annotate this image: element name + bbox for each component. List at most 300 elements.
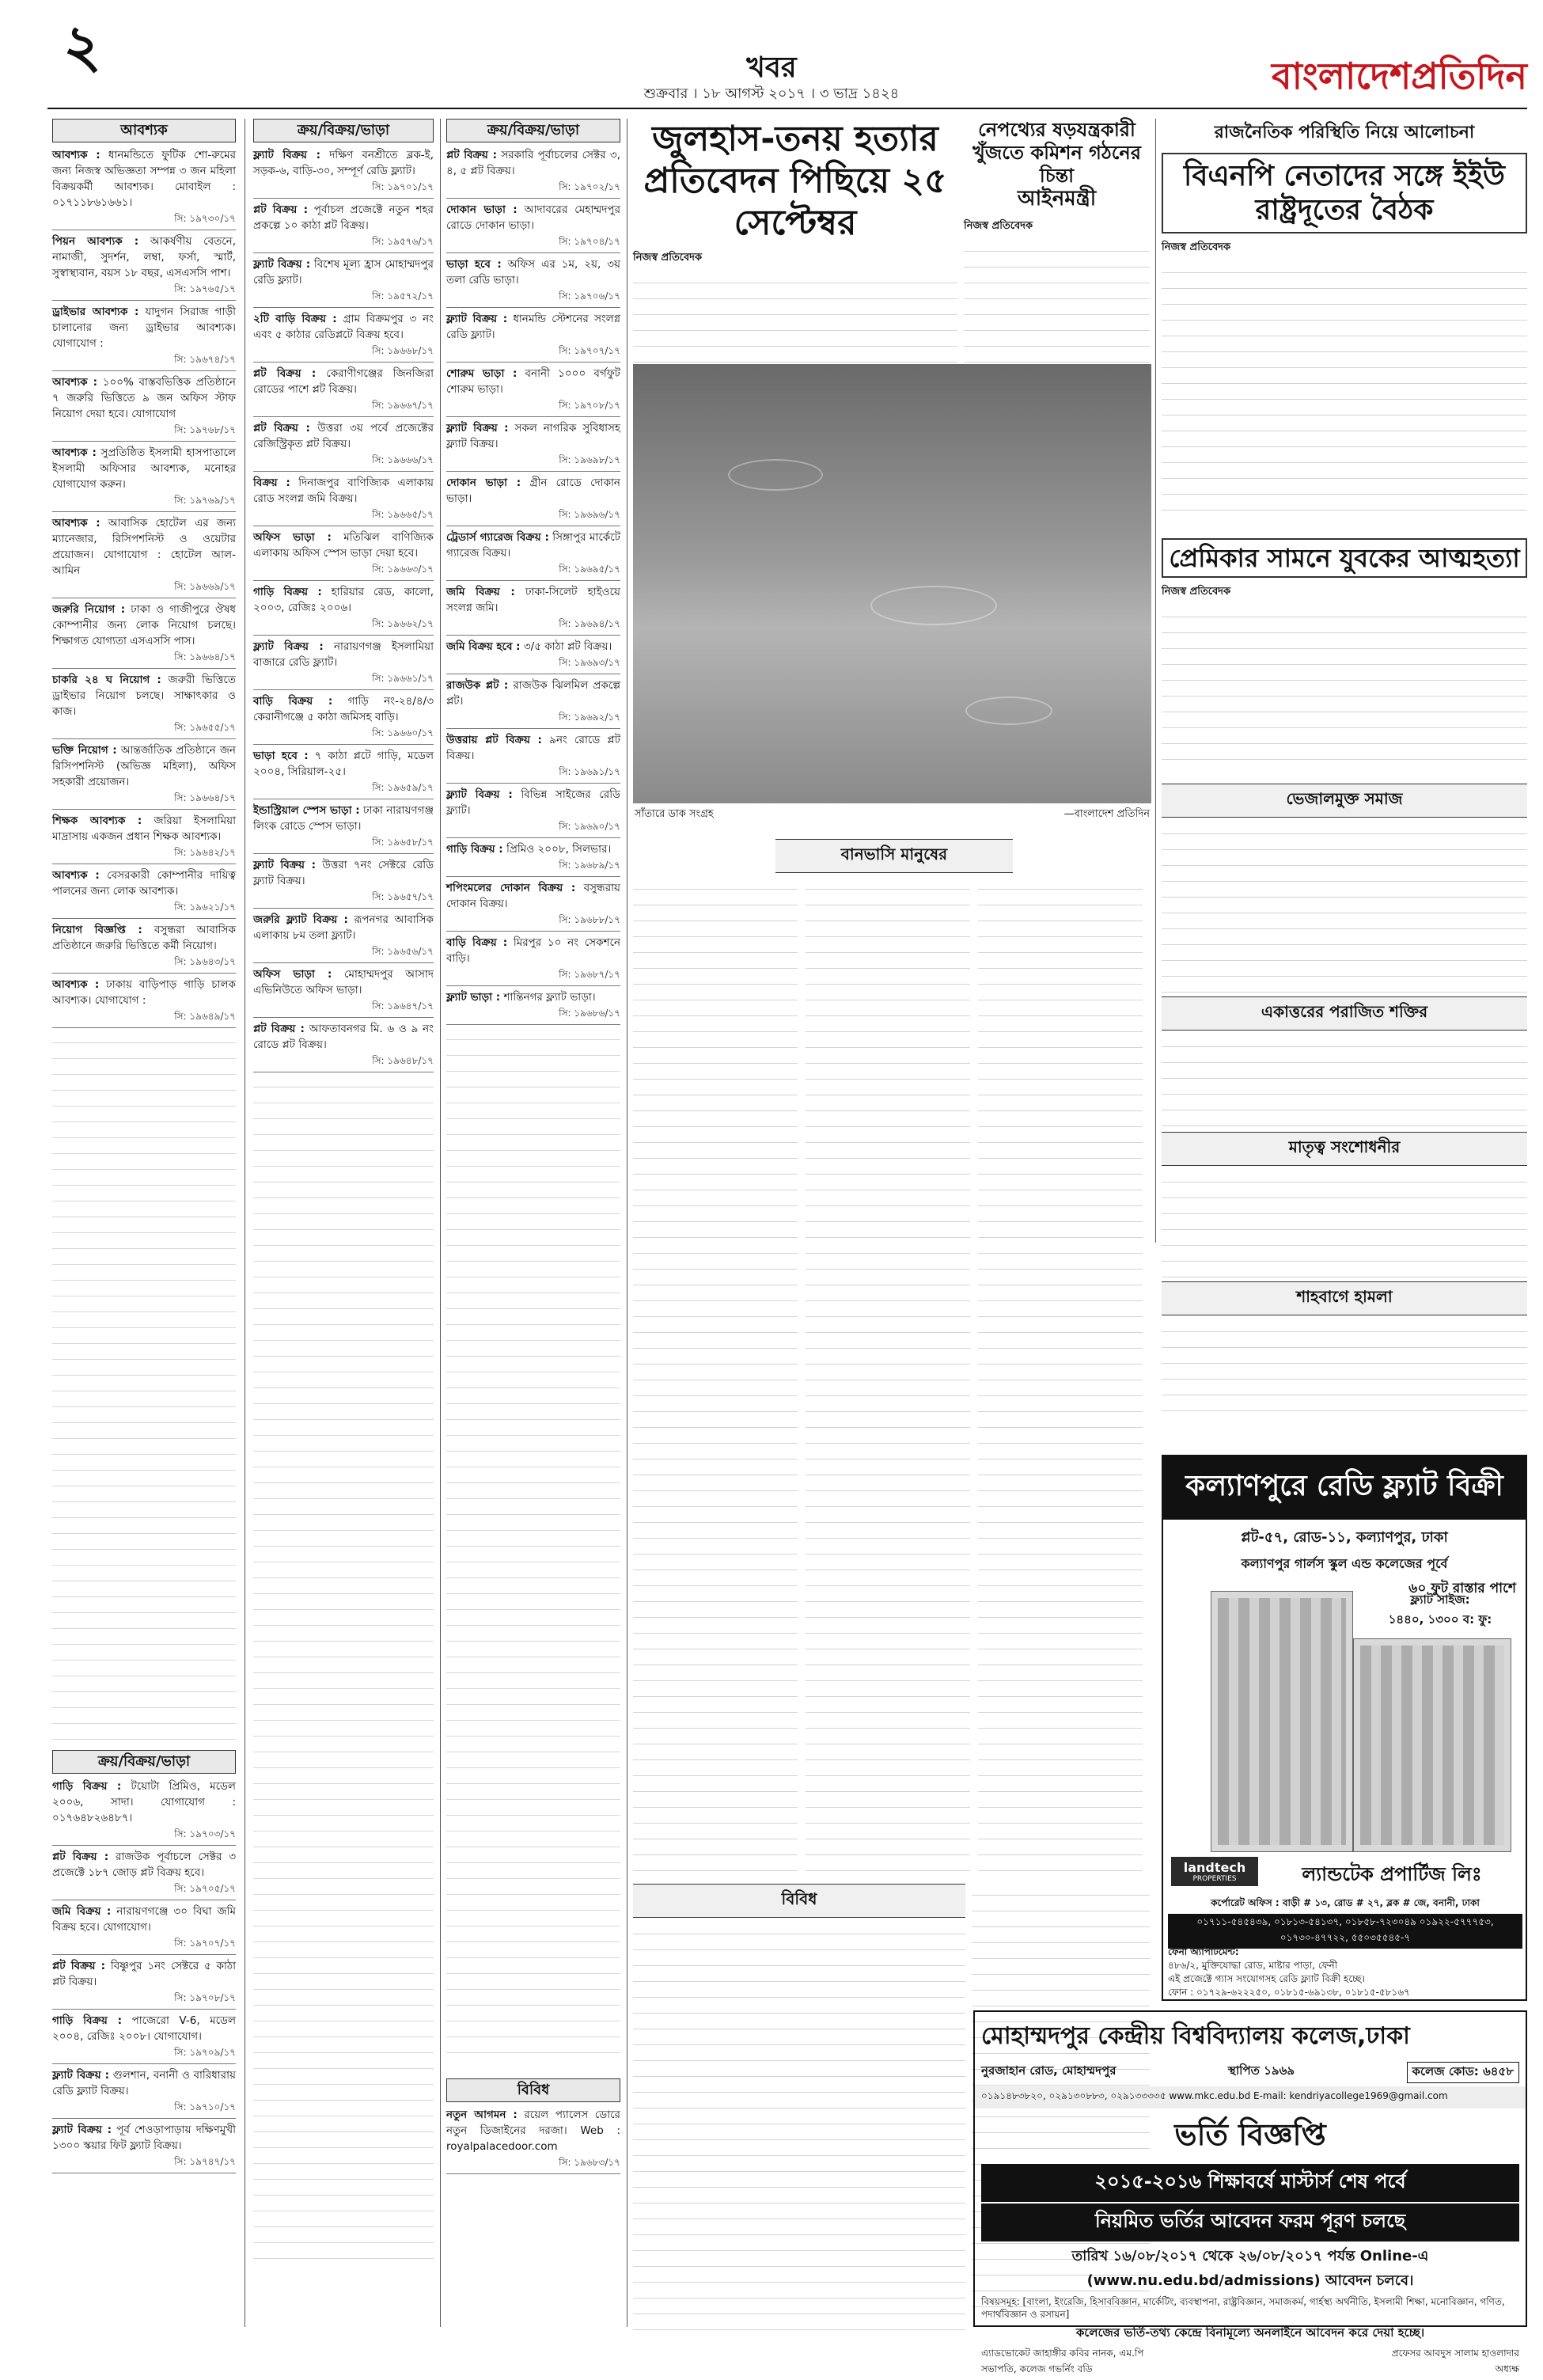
ad-key: ফ্ল্যাট ভাড়া : — [446, 991, 501, 1004]
sign-right-name: প্রফেসর আবদুস সালাম হাওলাদার — [1391, 2348, 1519, 2359]
ad-key: উত্তরায় প্লট বিক্রয় : — [446, 734, 542, 746]
misc-header: বিবিধ — [633, 1884, 965, 1918]
ad-key: ফ্ল্যাট বিক্রয় : — [52, 2069, 110, 2082]
ad-separator — [253, 307, 434, 308]
college-header — [975, 2012, 1526, 2062]
logo-subtext: PROPERTIES — [1192, 1875, 1237, 1883]
ad-ref: সি: ১৯৬৮৯/১৭ — [559, 860, 620, 871]
dateline: শুক্রবার । ১৮ আগস্ট ২০১৭ । ৩ ভাদ্র ১৪২৪ — [643, 85, 900, 102]
ad-separator — [52, 2118, 236, 2119]
ad-separator — [446, 985, 620, 986]
ad-text: রাজউক পূর্বাচলে সেক্টর ৩ প্রজেক্টে ১৮৭ জোড় প্লট বিক্রয় হবে। — [52, 1850, 236, 1879]
classifieds-column-3 — [446, 119, 620, 2327]
ad-key: শিক্ষক আবশ্যক : — [52, 814, 142, 827]
ad-ref: সি: ১৯৬৬৪/১৭ — [174, 792, 236, 803]
flat-size-label: ফ্ল্যাট সাইজ: — [1410, 1592, 1470, 1607]
phones: ০১৭১১-৫৪৫৪৩৯, ০১৮১৩-৫৪১৩৭, ০১৮৫৮-৭২৩০৪৯ ০১৯২২-৫৭৭৭৫৩, ০১৭৩০-৪৭৭২২, ৫৫০৩৫৫৪৫-৭ — [1168, 1914, 1522, 1949]
ad-separator — [52, 809, 236, 810]
college-note: কলেজের ভর্তি-তথ্য কেন্দ্রে বিনামূল্যে অনলাইনে আবেদন করে দেয়া হচ্ছে। — [1075, 2325, 1425, 2340]
classified-ad — [253, 1021, 434, 1069]
classifieds-column-1 — [52, 119, 236, 2327]
established-year: ১৯৬৯ — [1264, 2063, 1295, 2078]
ad-ref: সি: ১৯৭০৭/১৭ — [174, 1938, 236, 1949]
logo-text: landtech — [1183, 1860, 1246, 1875]
college-code: কলেজ কোড: ৬৪৫৮ — [1407, 2062, 1519, 2083]
ad-key: অফিস ভাড়া : — [253, 968, 332, 981]
feni-title: ফেনী অ্যাপার্টমেন্ট: — [1168, 1946, 1239, 1957]
ad-key: অফিস ভাড়া : — [253, 531, 332, 544]
ad-text: রাজউক ঝিলমিল প্রকল্পে প্লট। — [446, 679, 620, 708]
ad-separator — [446, 416, 620, 417]
classified-ad — [52, 672, 236, 735]
ad-text: আন্তর্জাতিক প্রতিষ্ঠানে জন রিসিপশনিস্ট (অভিজ্ঞ মহিলা), অফিস সহকারী প্রয়োজন। — [52, 744, 236, 788]
classified-ad — [446, 989, 620, 1021]
story-body — [633, 271, 957, 374]
ad-ref: সি: ১৯৬৫৭/১৭ — [372, 891, 434, 902]
classified-ad — [52, 977, 236, 1024]
ad-key: আবশ্যক : — [52, 869, 100, 882]
classified-ad — [52, 602, 236, 665]
ad-text: হারিয়ার রেড, কালো, ২০০৩, রেজিঃ ২০০৬। — [253, 586, 434, 614]
subjects: বিষয়সমূহ: [বাংলা, ইংরেজি, হিসাববিজ্ঞান, মার্কেটিং, ব্যবস্থাপনা, রাষ্ট্রবিজ্ঞান, সমাজকর্ম, গার্হস্থ্য অর্থনীতি, ইসলামী শিক্ষা, মনোবিজ্ঞান, গণিত, পদার্থবিজ্ঞান ও রসায়ন] — [981, 2296, 1505, 2320]
ad-key: গাড়ি বিক্রয় : — [52, 1780, 122, 1793]
classified-ad — [52, 233, 236, 297]
ad-key: ফ্ল্যাট বিক্রয় : — [446, 788, 513, 801]
ad-text: ৩/৫ কাঠা প্লট বিক্রয়। — [523, 640, 612, 653]
ad-text: পাজেরো V-6, মডেল ২০০৪, রেজিঃ ২০০৮। যোগাযোগ। — [52, 2014, 237, 2043]
ad-text: মতিঝিল বাণিজ্যিক এলাকায় অফিস স্পেস ভাড়া দেয়া হবে। — [253, 531, 434, 560]
ad-text: বেসরকারী কোম্পানীর দায়িত্ব পালনের জন্য লোক আবশ্যক। — [52, 869, 236, 898]
story-body — [978, 878, 1143, 1875]
flood-headline: বানভাসি মানুষের — [775, 839, 1013, 873]
college-subheader — [975, 2062, 1526, 2083]
ad-address: প্লট-৫৭, রোড-১১, কল্যাণপুর, ঢাকা — [1241, 1529, 1448, 1546]
ad-separator — [52, 918, 236, 919]
masthead-rule — [47, 108, 1527, 109]
story-body — [1162, 822, 1527, 996]
classified-ad — [52, 445, 236, 508]
ad-separator — [253, 853, 434, 854]
misc-section — [633, 1884, 965, 2327]
ad-text: বিষ্ণুপুর ১নং সেক্টরে ৫ কাঠা প্লট বিক্রয়। — [52, 1960, 236, 1988]
adulteration-headline: ভেজালমুক্ত সমাজ — [1162, 784, 1527, 818]
ad-text: দিনাজপুর বাণিজ্যিক এলাকায় রোড সংলগ্ন জমি বিক্রয়। — [253, 476, 434, 505]
ad-ref: সি: ১৯৬৯৫/১৭ — [559, 564, 620, 575]
ad-text: আফতাবনগর মি. ৬ ও ৯ নং রোডে প্লট বিক্রয়। — [253, 1023, 434, 1051]
ad-text: নারায়ণগঞ্জে ৩০ বিঘা জমি বিক্রয় হবে। যোগাযোগ। — [52, 1905, 237, 1934]
ad-ref: সি: ১৯৬৬৬/১৭ — [372, 454, 434, 465]
classified-ad — [446, 935, 620, 982]
ad-text: নারায়ণগঞ্জ ইসলামিয়া বাজারে রেডি ফ্ল্যাট। — [253, 640, 434, 669]
classified-ad — [253, 147, 434, 195]
ad-key: ২টি বাড়ি বিক্রয় : — [253, 313, 337, 325]
ad-text: শান্তিনগর ফ্ল্যাট ভাড়া। — [503, 991, 596, 1004]
ad-ref: সি: ১৯৭০২/১৭ — [559, 181, 620, 192]
ad-key: নিয়োগ বিজ্ঞপ্তি : — [52, 924, 142, 936]
classified-ad — [446, 311, 620, 359]
ad-text: ধানমন্ডিতে ফুটিক শো-রুমের জন্য নিজস্ব অভিজ্ঞতা সম্পন্ন ৩ জন মহিলা বিক্রয়কর্মী আবশ্যক। মোবাইল : ০১৭১১৮৬১৬৬১। — [52, 149, 236, 209]
ad-separator — [446, 837, 620, 838]
classified-ad — [253, 366, 434, 413]
ad-separator — [253, 362, 434, 363]
defeated-headline: একাত্তরের পরাজিত শক্তির — [1162, 996, 1527, 1031]
ad-separator — [253, 635, 434, 636]
story-body — [633, 1923, 965, 2334]
ad-ref: সি: ১৯৬৬০/১৭ — [372, 727, 434, 738]
classified-ad — [253, 857, 434, 905]
ad-key: ফ্ল্যাট বিক্রয় : — [52, 2124, 112, 2136]
ad-ref: সি: ১৯৭০৯/১৭ — [174, 2047, 236, 2058]
suicide-story — [1162, 538, 1527, 776]
ad-ref: সি: ১৯৬৮৩/১৭ — [559, 2157, 620, 2168]
classified-ad — [253, 748, 434, 795]
story-columns — [633, 878, 1151, 1875]
classified-ad — [52, 2013, 236, 2060]
lead-story — [633, 119, 957, 356]
politics-kicker: রাজনৈতিক পরিস্থিতি নিয়ে আলোচনা — [1214, 123, 1475, 142]
ad-separator — [446, 471, 620, 472]
ad-key: শপিংমলের দোকান বিক্রয় : — [446, 882, 576, 894]
ad-text: বিভিন্ন সাইজের রেডি ফ্ল্যাট। — [446, 788, 620, 817]
ad-key: গাড়ি বিক্রয় : — [52, 2014, 123, 2027]
ad-key: গাড়ি বিক্রয় : — [446, 843, 503, 856]
corporate-office: কর্পোরেট অফিস : বাড়ী # ১৩, রোড # ২৭, ব্লক # জে, বনানী, ঢাকা — [1211, 1897, 1480, 1908]
column-divider — [440, 119, 441, 2327]
photo-ripple — [728, 459, 823, 491]
ad-text: ঢাকা ও গাজীপুরে ঔষধ কোম্পানীর জন্য লোক নিয়োগ চলছে। শিক্ষাগত যোগ্যতা এসএসসি পাস। — [52, 603, 236, 647]
classifieds-column-2 — [253, 119, 434, 2327]
ad-key: ভাড়া হবে : — [446, 258, 502, 271]
landtech-logo — [1171, 1857, 1258, 1886]
ad-ref: সি: ১৯৬৮৬/১৭ — [559, 1008, 620, 1019]
column-header: বিবিধ — [446, 2078, 620, 2102]
ad-text: অফিস এর ১ম, ২য়, ৩য় তলা রেডি ভাড়া। — [446, 258, 621, 287]
admission-notice: ভর্তি বিজ্ঞপ্তি — [1174, 2117, 1326, 2152]
ad-text: গুলশান, বনানী ও বারিধারায় রেডি ফ্ল্যাট বিক্রয়। — [52, 2069, 236, 2097]
ad-key: বাড়ি বিক্রয় : — [446, 936, 508, 949]
politics-story — [1162, 119, 1527, 530]
classified-ad — [253, 256, 434, 304]
ad-key: প্লট বিক্রয় : — [253, 1023, 305, 1035]
ad-key: জরুরি ফ্ল্যাট বিক্রয় : — [253, 913, 348, 926]
classified-ad — [52, 1958, 236, 2006]
ad-ref: সি: ১৯৬৯২/১৭ — [559, 712, 620, 723]
ad-text: রূপনগর আবাসিক এলাকায় ৮ম তলা ফ্ল্যাট। — [253, 913, 434, 942]
column-header: ক্রয়/বিক্রয়/ভাড়া — [253, 119, 434, 142]
ad-separator — [52, 441, 236, 442]
classified-ad — [52, 304, 236, 367]
classified-ad — [52, 515, 236, 594]
ad-ref: সি: ১৯৬৪৩/১৭ — [174, 956, 236, 967]
ad-key: ফ্ল্যাট বিক্রয় : — [446, 422, 509, 435]
ad-key: গাড়ি বিক্রয় : — [253, 586, 322, 598]
ad-text: ৭ কাঠা প্লটে গাড়ি, মডেল ২০০৪, সিরিয়াল-২৫। — [253, 750, 434, 778]
ad-ref: সি: ১৯৭৬৮/১৭ — [174, 424, 236, 435]
classified-ad — [253, 202, 434, 249]
ad-ref: সি: ১৯৬৬৯/১৭ — [174, 581, 236, 592]
ad-ref: সি: ১৯৬৬৪/১৭ — [174, 651, 236, 662]
ad-ref: সি: ১৯৬৯৩/১৭ — [559, 657, 620, 668]
ad-text: উত্তরা ৭নং সেক্টরে রেডি ফ্ল্যাট বিক্রয়। — [253, 859, 434, 887]
ad-separator — [446, 198, 620, 199]
ad-text: সুপ্রতিষ্ঠিত ইসলামী হাসপাতালে ইসলামী অফিসার আবশ্যক, মনোহর যোগাযোগ করুন। — [52, 446, 236, 491]
ad-ref: সি: ১৯৭০১/১৭ — [372, 181, 434, 192]
sign-left-name: এ্যাডভোকেট জাহাঙ্গীর কবির নানক, এম.পি — [981, 2348, 1144, 2359]
ad-key: ট্রেডার্স গ্যারেজ বিক্রয় : — [446, 531, 549, 544]
ad-key: ফ্ল্যাট বিক্রয় : — [253, 859, 317, 871]
ad-separator — [253, 198, 434, 199]
ad-separator — [446, 252, 620, 253]
classified-ad — [253, 420, 434, 468]
classified-ad — [52, 922, 236, 970]
ad-ref: সি: ১৯৭০৩/১৭ — [174, 1828, 236, 1839]
classified-ad — [446, 841, 620, 873]
ad-separator — [446, 931, 620, 932]
ad-key: জরুরি নিয়োগ : — [52, 603, 126, 616]
classified-ad — [52, 2122, 236, 2169]
ad-text: রয়েল প্যালেস ডোরে নতুন ডিজাইনের দরজা। Web : royalpalacedoor.com — [446, 2109, 620, 2153]
classified-ad — [253, 311, 434, 359]
ad-ref: সি: ১৯৬৯৬/১৭ — [559, 509, 620, 520]
ad-ref: সি: ১৯৬৬৭/১৭ — [372, 400, 434, 411]
classified-ad — [446, 584, 620, 632]
column-header: ক্রয়/বিক্রয়/ভাড়া — [446, 119, 620, 142]
story-body — [1162, 261, 1527, 522]
ad-key: ফ্ল্যাট বিক্রয় : — [446, 313, 508, 325]
byline: নিজস্ব প্রতিবেদক — [1162, 586, 1231, 598]
ad-text: গ্রাম বিক্রমপুর ৩ নং এবং ৫ কাঠার রেডিপ্লটে বিক্রয় হবে। — [253, 313, 434, 341]
ad-key: ফ্ল্যাট বিক্রয় : — [253, 258, 311, 271]
caption-right: —বাংলাদেশ প্রতিদিন — [1063, 808, 1150, 820]
college-established — [1228, 2062, 1295, 2083]
ad-ref: সি: ১৯৭০৫/১৭ — [174, 1883, 236, 1894]
ad-text: ৯নং রোডে প্লট বিক্রয়। — [446, 734, 621, 762]
ad-text: জরুরী ভিত্তিতে ড্রাইভার নিয়োগ চলছে। সাক্ষাৎকার ও কাজ। — [52, 674, 236, 718]
photo-ripple — [965, 697, 1052, 725]
ad-key: আবশ্যক : — [52, 978, 100, 991]
ad-text: যাদুগন সিরাজ গাড়ী চালানোর জন্য ড্রাইভার আবশ্যক। যোগাযোগ : — [52, 306, 236, 350]
ad-ref: সি: ১৯৫৭২/১৭ — [372, 290, 434, 302]
ad-text: মোহাম্মদপুর আসাদ এভিনিউতে অফিস ভাড়া। — [253, 968, 434, 996]
story-body — [1162, 1320, 1527, 1423]
ad-ref: সি: ১৯৬৬৩/১৭ — [372, 564, 434, 575]
commission-kicker: নেপথ্যের ষড়যন্ত্রকারী খুঁজতে কমিশন গঠনের চিন্তা — [972, 119, 1141, 187]
ad-ref: সি: ১৯৭০৬/১৭ — [559, 290, 620, 302]
signature-left — [981, 2347, 1143, 2378]
classified-ad — [446, 475, 620, 522]
ad-ref: সি: ১৯৬৮৮/১৭ — [559, 914, 620, 925]
column-header: ক্রয়/বিক্রয়/ভাড়া — [52, 1750, 236, 1774]
column-divider — [1155, 119, 1156, 1243]
ad-separator — [446, 362, 620, 363]
ad-key: ইন্ডাস্ট্রিয়াল স্পেস ভাড়া : — [253, 804, 360, 817]
signatures — [975, 2345, 1526, 2380]
story-body — [633, 878, 798, 1875]
classified-ad — [253, 693, 434, 741]
classified-ad — [253, 803, 434, 850]
ad-separator — [446, 580, 620, 581]
ad-ref: সি: ১৯৭১০/১৭ — [174, 2101, 236, 2112]
classified-ad — [253, 639, 434, 686]
flat-size — [1361, 1591, 1519, 1630]
ad-separator — [52, 1845, 236, 1846]
classified-ad — [446, 787, 620, 834]
ad-separator — [253, 252, 434, 253]
flat-size-value: ১৪৪০, ১৩০০ ব: ফু: — [1388, 1612, 1492, 1627]
ad-text: আকর্ষণীয় বেতনে, নামাজী, সুদর্শন, লম্বা, ফর্সা, স্মার্ট, সুস্বাস্থ্যবান, বয়স ১৮ বছর, এসএসসি পাশ। — [52, 235, 236, 279]
building-windows — [1218, 1598, 1346, 1845]
ad-text: আদাবরের মেহাম্মদপুর রোডে দোকান ভাড়া। — [446, 203, 620, 232]
ad-separator — [253, 908, 434, 909]
ad-text: পূর্ব শেওড়াপাড়ায় দক্ষিণমুখী ১৩০০ স্কয়ার ফিট ফ্ল্যাট বিক্রয়। — [52, 2124, 236, 2152]
ad-separator — [446, 728, 620, 729]
classified-ad — [446, 256, 620, 304]
admission-url: (www.nu.edu.bd/admissions) আবেদন চলবে। — [1086, 2272, 1414, 2289]
classified-ad — [52, 1778, 236, 1842]
ad-key: প্লট বিক্রয় : — [52, 1960, 106, 1972]
ad-separator — [52, 1954, 236, 1955]
classified-ad — [446, 147, 620, 195]
story-body — [1162, 605, 1527, 764]
classified-ad — [253, 475, 434, 522]
ad-ref: সি: ১৯৭০৭/১৭ — [559, 345, 620, 356]
story-body — [1162, 1171, 1527, 1281]
ad-ref: সি: ১৯৬৬৫/১৭ — [372, 509, 434, 520]
ad-separator — [446, 307, 620, 308]
ad-key: জমি বিক্রয় : — [446, 586, 515, 598]
ad-text: ১০০% বাস্তবভিত্তিক প্রতিষ্ঠানে ৭ জরুরি ভিত্তিতে ৯ জন অফিস স্টাফ নিয়োগ দেয়া হবে। যোগাযোগ — [52, 376, 236, 420]
college-name: মোহাম্মদপুর কেন্দ্রীয় বিশ্ববিদ্যালয় কলেজ,ঢাকা — [981, 2022, 1410, 2050]
ad-ref: সি: ১৯৬৬২/১৭ — [372, 618, 434, 629]
ad-text: গ্রীন রোডে দোকান ভাড়া। — [446, 476, 620, 505]
commission-headline-suffix: আইনমন্ত্রী — [1017, 187, 1097, 211]
classified-ad — [446, 420, 620, 468]
classified-ad — [446, 732, 620, 780]
ad-ref: সি: ১৯৬৮৭/১৭ — [559, 969, 620, 980]
ad-ref: সি: ১৯৭৬৫/১৭ — [174, 283, 236, 294]
ad-key: ড্রাইভার আবশ্যক : — [52, 306, 139, 318]
byline: নিজস্ব প্রতিবেদক — [964, 219, 1033, 232]
ad-text: গাড়ি নং-২৪/৪/৩ কেরানীগঞ্জে ৫ কাঠা জমিসহ বাড়ি। — [253, 695, 434, 723]
ad-ref: সি: ১৯৬৫৫/১৭ — [174, 722, 236, 733]
classified-ad — [253, 966, 434, 1014]
lead-headline: জুলহাস-তনয় হত্যার প্রতিবেদন পিছিয়ে ২৫ সেপ্টেম্বর — [643, 119, 947, 243]
ad-key: পিয়ন আবশ্যক : — [52, 235, 139, 248]
ad-ref: সি: ১৯৫৭৬/১৭ — [372, 236, 434, 247]
page-number: ২ — [63, 13, 102, 81]
caption-left: সাঁতারে ডাক সংগ্রহ — [635, 808, 714, 820]
ad-ref: সি: ১৯৭০৮/১৭ — [559, 400, 620, 411]
politics-headline: বিএনপি নেতাদের সঙ্গে ইইউ রাষ্ট্রদূতের বৈঠক — [1162, 153, 1527, 233]
ad-text: সরকারি পূর্বাচলের সেক্টর ৩, ৪, ৫ প্লট বিক্রয়। — [446, 149, 620, 177]
ad-ref: সি: ১৯৭৩০/১৭ — [174, 213, 236, 224]
ad-separator — [253, 744, 434, 745]
classified-ad — [52, 1849, 236, 1896]
section-title: খবর — [746, 51, 797, 84]
ad-text: প্রিমিও ২০০৮, সিলভার। — [506, 843, 612, 856]
feni-address: ৪৮৬/২, মুক্তিযোদ্ধা রোড, মাষ্টার পাড়া, ফেনী — [1168, 1960, 1338, 1971]
ad-separator — [253, 416, 434, 417]
byline: নিজস্ব প্রতিবেদক — [1162, 241, 1231, 254]
flood-story — [633, 839, 1151, 1876]
ad-key: আবশ্যক : — [52, 376, 98, 389]
classified-text-filler — [446, 1028, 620, 2057]
ad-key: শোরুম ভাড়া : — [446, 367, 517, 380]
ad-separator — [52, 668, 236, 669]
college-ad — [973, 2010, 1527, 2374]
ad-separator — [253, 471, 434, 472]
ad-text: উত্তরা ৩য় পর্বে প্রজেক্টের রেজিস্ট্রিকৃত প্লট বিক্রয়। — [253, 422, 434, 450]
photo-ripple — [870, 586, 997, 625]
building-windows — [1360, 1646, 1504, 1845]
established-label: স্থাপিত — [1227, 2063, 1260, 2078]
ad-ref: সি: ১৯৬৬৮/১৭ — [372, 345, 434, 356]
ad-key: রাজউক প্লট : — [446, 679, 509, 692]
right-stories-1 — [1162, 784, 1527, 1132]
banner-line-1: ২০১৫-২০১৬ শিক্ষাবর্ষে মাস্টার্স শেষ পর্বে — [981, 2164, 1519, 2202]
ad-key: আবশ্যক : — [52, 149, 100, 161]
ad-ref: সি: ১৯৬৪৮/১৭ — [372, 1055, 434, 1066]
classified-ad — [52, 1904, 236, 1951]
landtech-ad — [1162, 1455, 1527, 2001]
ad-key: বাড়ি বিক্রয় : — [253, 695, 333, 708]
story-body — [806, 878, 970, 1875]
ad-separator — [446, 2173, 620, 2174]
classified-ad — [446, 2107, 620, 2170]
classified-ad — [446, 678, 620, 725]
lead-photo-block — [633, 364, 1151, 831]
ad-ref: সি: ১৯৬৭৪/১৭ — [174, 354, 236, 365]
ad-separator — [253, 1017, 434, 1018]
classified-ad — [446, 639, 620, 670]
ad-separator — [52, 511, 236, 512]
classified-ad — [52, 147, 236, 226]
banner-line-2: নিয়মিত ভর্তির আবেদন ফরম পূরণ চলছে — [981, 2203, 1519, 2241]
ad-key: আবশ্যক : — [52, 517, 100, 530]
ad-separator — [52, 973, 236, 974]
classified-text-filler — [253, 1076, 434, 2263]
classified-ad — [253, 530, 434, 577]
feni-phone: ফোন : ০১৭২৯-৬২২২৫০, ০১৮১৫-৬৯১৩৮, ০১৮১৫-৫৮১৬৭ — [1168, 1987, 1410, 1998]
ad-separator — [52, 2009, 236, 2010]
ad-ref: সি: ১৯৬৯১/১৭ — [559, 766, 620, 777]
ad-text: মিরপুর ১০ নং সেকশনে বাড়ি। — [446, 936, 621, 965]
ad-title: কল্যাণপুরে রেডি ফ্ল্যাট বিক্রী — [1163, 1456, 1526, 1520]
ad-key: প্লট বিক্রয় : — [446, 149, 497, 161]
story-body — [1162, 1035, 1527, 1130]
ad-key: জমি বিক্রয় : — [52, 1905, 112, 1918]
brand-logo: বাংলাদেশপ্রতিদিন — [1271, 55, 1527, 97]
photo-caption — [633, 803, 1151, 826]
ad-key: দোকান ভাড়া : — [446, 203, 517, 216]
column-header: আবশ্যক — [52, 119, 236, 142]
ad-text: বসুন্ধরায় দোকান বিক্রয়। — [446, 882, 621, 910]
ad-separator — [446, 635, 620, 636]
shahbag-headline: শাহবাগে হামলা — [1162, 1281, 1527, 1315]
ad-road: ৬০ ফুট রাস্তার পাশে — [1408, 1581, 1516, 1596]
ad-separator — [253, 580, 434, 581]
classified-ad — [52, 867, 236, 915]
ad-tagline: কল্যাণপুর গার্লস স্কুল এন্ড কলেজের পূর্বে — [1241, 1556, 1448, 1571]
company-name: ল্যান্ডটেক প্রপার্টিজ লিঃ — [1302, 1863, 1482, 1885]
ad-text: টয়োটা প্রিমিও, মডেল ২০০৬, সাদা। যোগাযোগ : ০১৭৬৪৮২৬৪৮৭। — [52, 1780, 236, 1824]
ad-key: নতুন আগমন : — [446, 2109, 517, 2121]
ad-ref: সি: ১৯৬৫৮/১৭ — [372, 837, 434, 848]
ad-text: বসুন্ধরা আবাসিক প্রতিষ্ঠানে জরুরি ভিত্তিতে কর্মী নিয়োগ। — [52, 924, 236, 952]
right-stories-2 — [1162, 1132, 1527, 1448]
sign-left-title: সভাপতি, কলেজ গভর্নিং বডি — [981, 2363, 1093, 2374]
ad-text: বনানী ১০০০ বর্গফুট শোরুম ভাড়া। — [446, 367, 620, 396]
